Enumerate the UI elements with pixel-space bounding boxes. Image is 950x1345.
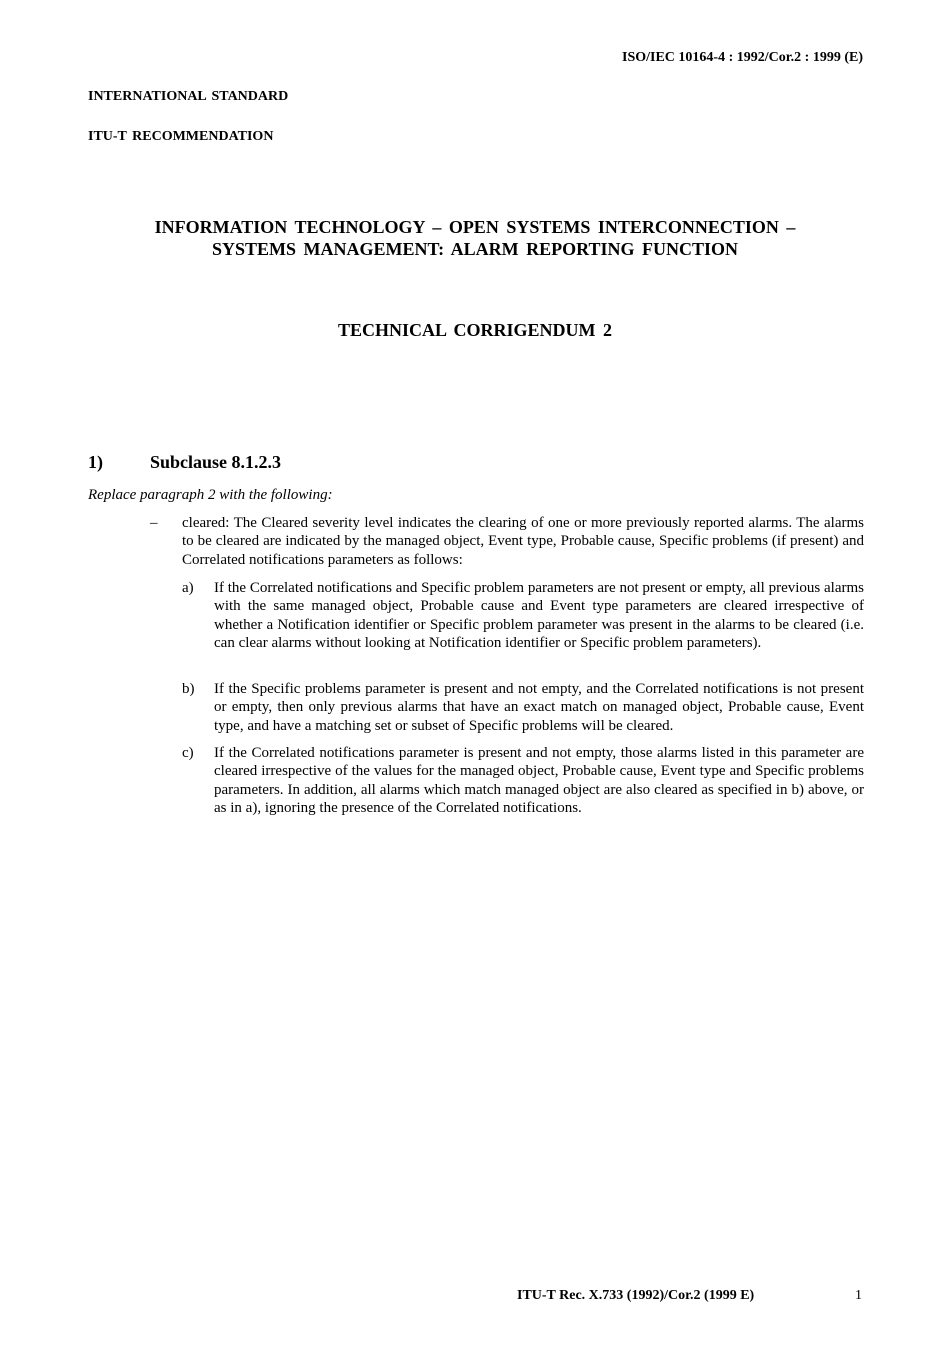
- list-marker: c): [182, 745, 194, 761]
- dash-marker: –: [150, 515, 158, 531]
- title-line-2: SYSTEMS MANAGEMENT: ALARM REPORTING FUNCTION: [211, 239, 739, 259]
- cleared-definition-text: cleared: The Cleared severity level indicates the clearing of one or more previously reported alarms. The alarms to be cleared are indicated by the managed object, Event type, Probable cause, Specific problems (if present) and Correlated notifications parameters as follows:: [182, 515, 864, 568]
- document-reference: ISO/IEC 10164-4 : 1992/Cor.2 : 1999 (E): [622, 50, 863, 65]
- list-item-text: If the Correlated notifications parameter is present and not empty, those alarms listed in this parameter are cleared irrespective of the values for the managed object, Probable cause, Event type and Specific problems parameters. In addition, all alarms which match managed object are also cleared as specified in b) above, or as in a), ignoring the presence of the Correlated notifications.: [214, 745, 864, 816]
- document-title: [0, 216, 950, 260]
- footer-reference: ITU-T Rec. X.733 (1992)/Cor.2 (1999 E): [517, 1288, 755, 1303]
- section-title: Subclause 8.1.2.3: [150, 452, 282, 472]
- title-line-1: INFORMATION TECHNOLOGY – OPEN SYSTEMS INTERCONNECTION –: [154, 217, 796, 237]
- document-subtitle: TECHNICAL CORRIGENDUM 2: [337, 320, 613, 340]
- edit-instruction: Replace paragraph 2 with the following:: [88, 487, 333, 503]
- section-number: 1): [88, 452, 103, 472]
- standard-label: INTERNATIONAL STANDARD: [88, 89, 289, 104]
- section-heading: [88, 452, 281, 473]
- recommendation-label: ITU-T RECOMMENDATION: [88, 129, 274, 144]
- list-item-text: If the Specific problems parameter is present and not empty, and the Correlated notifications is not present or empty, then only previous alarms that have an exact match on managed object, Probable cause, Event type, and have a matching set or subset of Specific problems will be cleared.: [214, 681, 864, 734]
- list-item-text: If the Correlated notifications and Specific problem parameters are not present or empty, all previous alarms with the same managed object, Probable cause and Event type parameters are cleared irrespective of whether a Notification identifier or Specific problem parameter was present in the alarms to be cleared (i.e. can clear alarms without looking at Notification identifier or Specific problem parameters).: [214, 580, 864, 651]
- list-marker: b): [182, 681, 195, 697]
- page-number: 1: [855, 1288, 862, 1303]
- list-marker: a): [182, 580, 194, 596]
